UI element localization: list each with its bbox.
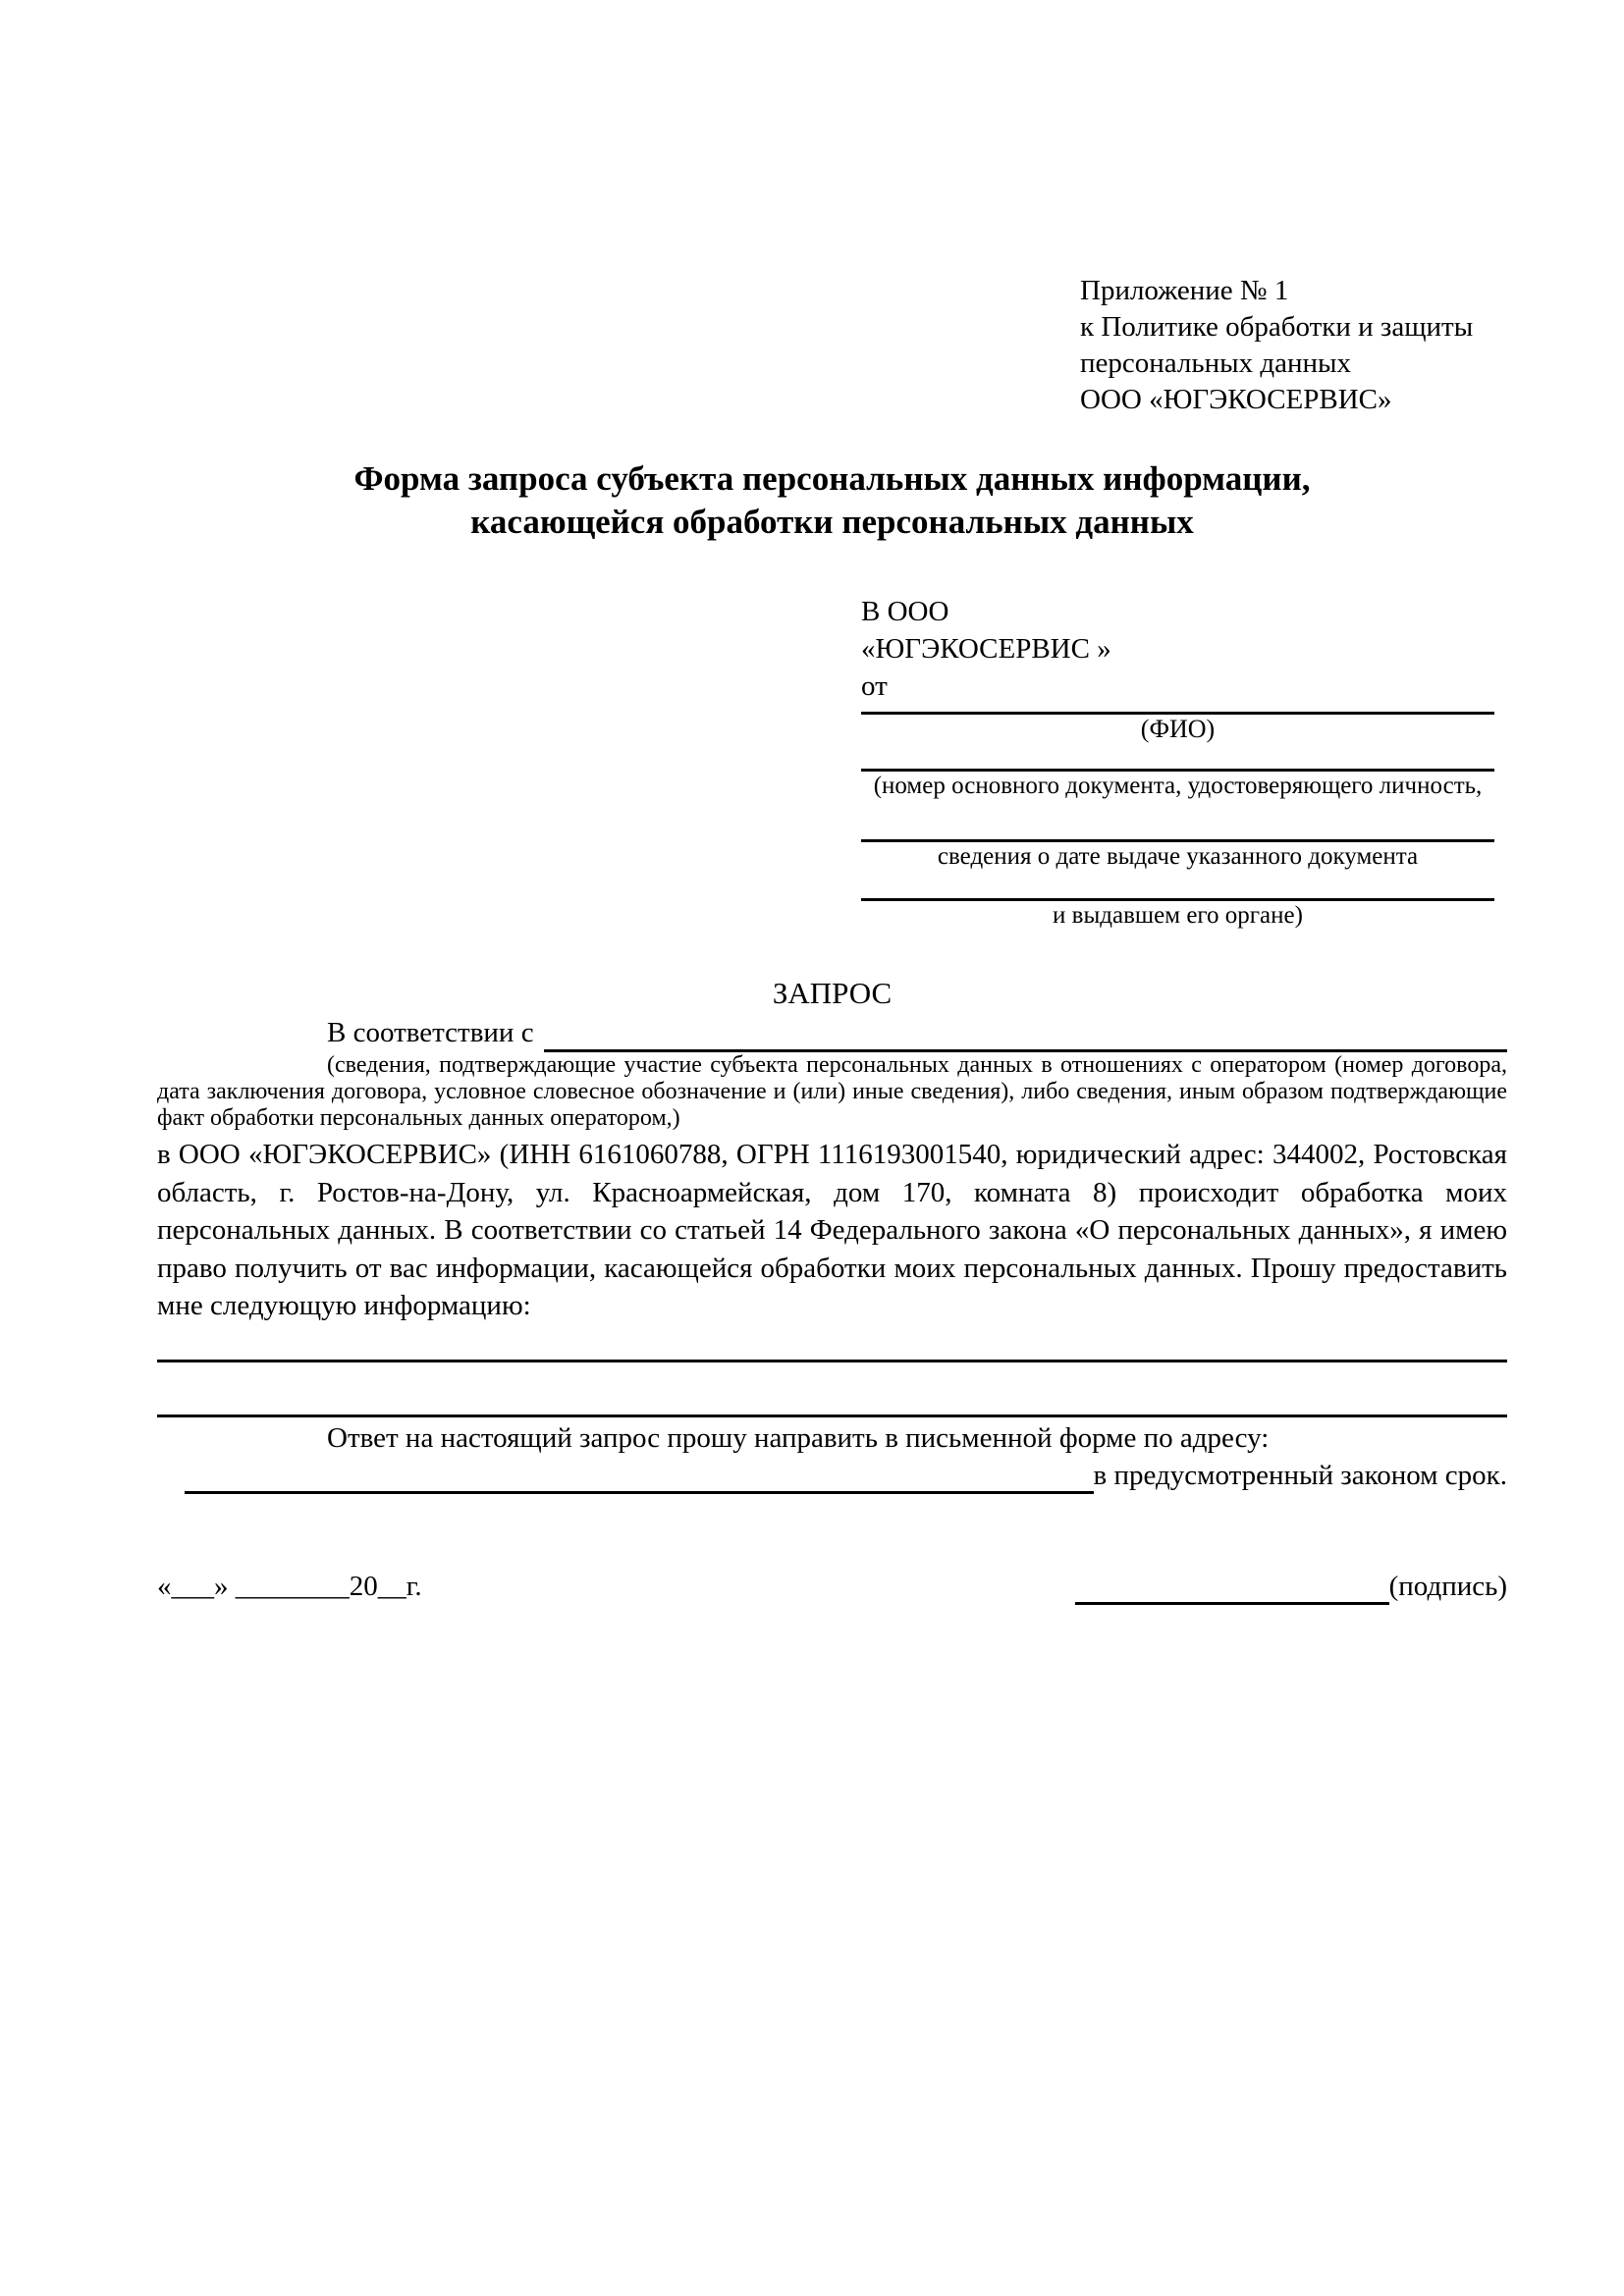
signature-caption: (подпись) bbox=[1388, 1570, 1507, 1602]
request-heading: ЗАПРОС bbox=[772, 976, 893, 1010]
requested-info-blank-line-2 bbox=[157, 1362, 1507, 1417]
document-issue-date-blank-line bbox=[861, 801, 1494, 842]
intro-footnote: (сведения, подтверждающие участие субъекта персональных данных в отношениях с оператором (номер договора, дата заключения договора, условное словесное обозначение и (или) иные сведения), либо сведения, иным образом подтверждающие факт обработки персональных данных оператором,) bbox=[157, 1052, 1507, 1131]
signature-blank-line bbox=[1075, 1572, 1389, 1605]
body-paragraph: в ООО «ЮГЭКОСЕРВИС» (ИНН 6161060788, ОГРН 1116193001540, юридический адрес: 344002, Ростовская область, г. Ростов-на-Дону, ул. Красноармейская, дом 170, комната 8) происходит обработка моих персональных данных. В соответствии со статьей 14 Федерального закона «О персональных данных», я имею право получить от вас информации, касающейся обработки моих персональных данных. Прошу предоставить мне следующую информацию: bbox=[157, 1139, 1507, 1321]
signature-row bbox=[157, 1568, 1507, 1605]
reply-paragraph: Ответ на настоящий запрос прошу направить в письменной форме по адресу: bbox=[327, 1421, 1270, 1454]
address-row bbox=[157, 1457, 1507, 1494]
addressee-to-line-1: В ООО bbox=[861, 596, 949, 627]
document-issue-date-caption: сведения о дате выдаче указанного документа bbox=[937, 843, 1419, 870]
document-number-blank-line bbox=[861, 744, 1494, 772]
requested-info-blank-line-1 bbox=[157, 1325, 1507, 1362]
intro-prefix: В соответствии с bbox=[327, 1017, 534, 1048]
form-title-line-2: касающейся обработки персональных данных bbox=[470, 503, 1194, 541]
document-issuer-caption: и выдавшем его органе) bbox=[1053, 902, 1303, 929]
document-number-caption: (номер основного документа, удостоверяющего личность, bbox=[873, 773, 1483, 799]
appendix-header-line-2: к Политике обработки и защиты bbox=[1080, 311, 1474, 343]
intro-row bbox=[157, 1013, 1507, 1052]
form-title-line-1: Форма запроса субъекта персональных данных информации, bbox=[353, 459, 1311, 498]
appendix-header bbox=[1080, 273, 1507, 418]
document-issuer-blank-line bbox=[861, 872, 1494, 901]
addressee-block bbox=[861, 593, 1494, 931]
intro-blank-line bbox=[544, 1017, 1507, 1052]
reply-deadline-text: в предусмотренный законом срок. bbox=[1093, 1459, 1507, 1491]
appendix-header-line-4: ООО «ЮГЭКОСЕРВИС» bbox=[1080, 384, 1392, 415]
appendix-header-line-1: Приложение № 1 bbox=[1080, 275, 1289, 306]
addressee-from-label: от bbox=[861, 670, 888, 702]
form-title bbox=[157, 457, 1507, 544]
address-blank-line bbox=[185, 1461, 1094, 1494]
date-blank: «___» ________20__г. bbox=[157, 1570, 422, 1602]
addressee-to-line-2: «ЮГЭКОСЕРВИС » bbox=[861, 633, 1111, 665]
fio-caption: (ФИО) bbox=[1140, 715, 1216, 743]
fio-blank-line bbox=[861, 705, 1494, 715]
signature-area bbox=[1075, 1568, 1507, 1605]
appendix-header-line-3: персональных данных bbox=[1080, 347, 1352, 379]
